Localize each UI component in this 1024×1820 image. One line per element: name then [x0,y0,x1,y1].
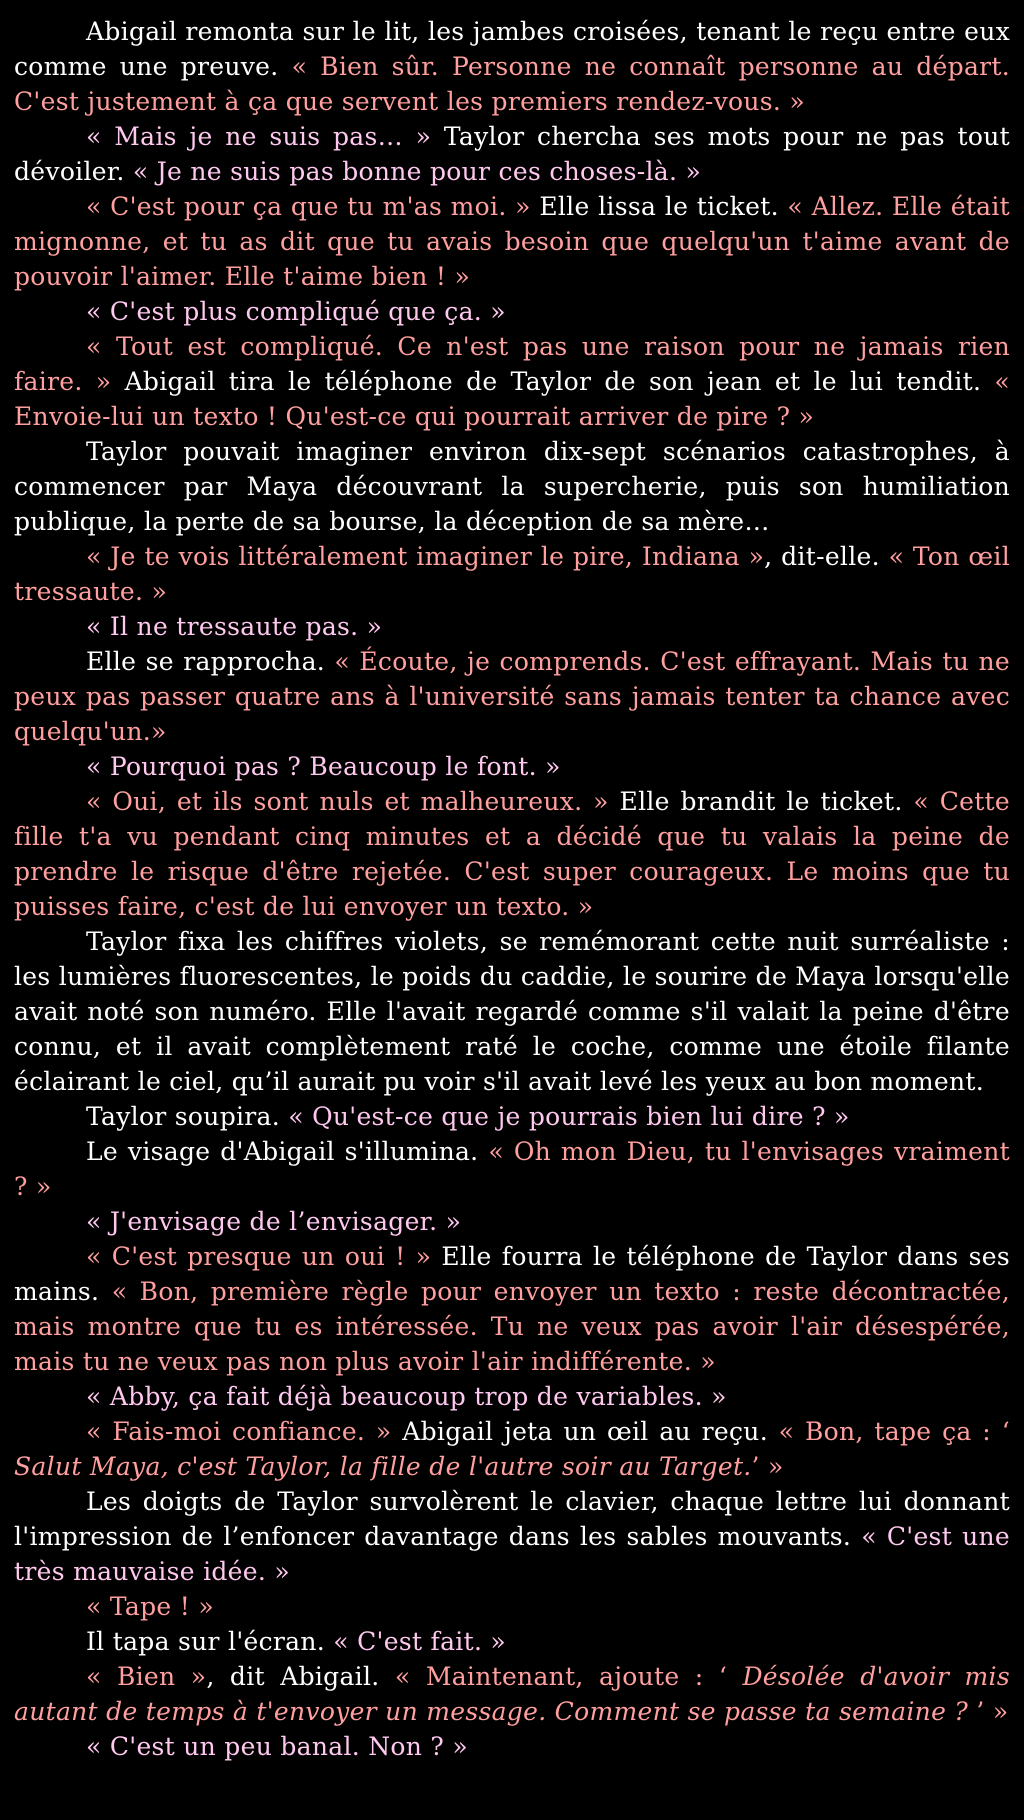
narration-text: Il tapa sur l'écran. [86,1627,334,1656]
dialogue-text: « Bon, tape ça : ‘ [778,1417,1010,1446]
narration-text: Taylor chercha ses mots pour ne pas tout dévoiler. [14,122,1010,186]
narration-text: Taylor soupira. [86,1102,289,1131]
dialogue-text: « Oui, et ils sont nuls et malheureux. » [86,787,609,816]
dialogue-text: « Fais-moi confiance. » [86,1417,392,1446]
dialogue-text: « C'est plus compliqué que ça. » [86,297,506,326]
dialogue-text: « Bien » [86,1662,207,1691]
narration-text: Elle lissa le ticket. [530,192,788,221]
paragraph [14,749,1010,784]
narration-text: Taylor pouvait imaginer environ dix-sept scénarios catastrophes, à commencer par Maya découvrant la supercherie, puis son humiliation publique, la perte de sa bourse, la déception de sa mère… [14,437,1010,536]
paragraph [14,1659,1010,1729]
narration-text: Elle se rapprocha. [86,647,335,676]
dialogue-text: « Maintenant, ajoute : ‘ [394,1662,743,1691]
dialogue-text: « Cette fille t'a vu pendant cinq minutes et a décidé que tu valais la peine de prendre le risque d'être rejetée. C'est super courageux. Le moins que tu puisses faire, c'est de lui envoyer un texto. » [14,787,1010,921]
paragraph [14,14,1010,119]
dialogue-text: « Je te vois littéralement imaginer le pire, Indiana » [86,542,765,571]
paragraph [14,644,1010,749]
paragraph [14,1414,1010,1484]
paragraph [14,1589,1010,1624]
dialogue-text: « Ton œil tressaute. » [14,542,1010,606]
paragraph [14,924,1010,1099]
dialogue-text: « C'est un peu banal. Non ? » [86,1732,468,1761]
dialogue-text: ’ » [968,1697,1009,1726]
narration-text: Abigail jeta un œil au reçu. [391,1417,779,1446]
narration-text: Elle brandit le ticket. [608,787,914,816]
paragraph [14,329,1010,434]
dialogue-text: « Mais je ne suis pas… » [86,122,432,151]
dialogue-text: « Il ne tressaute pas. » [86,612,383,641]
paragraph [14,609,1010,644]
dialogue-text: « Tape ! » [86,1592,214,1621]
dialogue-text: « Allez. Elle était mignonne, et tu as dit que tu avais besoin que quelqu'un t'aime avant de pouvoir l'aimer. Elle t'aime bien ! » [14,192,1011,291]
narration-text: , dit-elle. [764,542,889,571]
narration-text: Abigail remonta sur le lit, les jambes croisées, tenant le reçu entre eux comme une preuve. [14,17,1010,81]
dialogue-text: « Oh mon Dieu, tu l'envisages vraiment ? » [14,1137,1010,1201]
dialogue-text: « Tout est compliqué. Ce n'est pas une raison pour ne jamais rien faire. » [14,332,1010,396]
paragraph [14,784,1010,924]
dialogue-text: « Bien sûr. Personne ne connaît personne au départ. C'est justement à ça que servent les premiers rendez-vous. » [14,52,1011,116]
dialogue-text: ’ » [751,1452,784,1481]
narration-text: Elle fourra le téléphone de Taylor dans ses mains. [14,1242,1010,1306]
paragraph [14,1624,1010,1659]
dialogue-text: « C'est pour ça que tu m'as moi. » [86,192,531,221]
paragraph [14,1134,1010,1204]
dialogue-text: « C'est presque un oui ! » [86,1242,432,1271]
paragraph [14,1484,1010,1589]
dialogue-text: Désolée d'avoir mis autant de temps à t'envoyer un message. Comment se passe ta semaine ? [14,1662,1010,1726]
narration-text: , dit Abigail. [206,1662,395,1691]
paragraph [14,1379,1010,1414]
paragraph [14,294,1010,329]
paragraph [14,1729,1010,1764]
dialogue-text: « Bon, première règle pour envoyer un texto : reste décontractée, mais montre que tu es intéressée. Tu ne veux pas avoir l'air désespérée, mais tu ne veux pas non plus avoir l'air indifférente. » [14,1277,1010,1376]
paragraph [14,189,1010,294]
narration-text: Le visage d'Abigail s'illumina. [86,1137,489,1166]
paragraph [14,539,1010,609]
narration-text: Taylor fixa les chiffres violets, se remémorant cette nuit surréaliste : les lumières fluorescentes, le poids du caddie, le sourire de Maya lorsqu'elle avait noté son numéro. Elle l'avait regardé comme s'il valait la peine d'être connu, et il avait complètement raté le coche, comme une étoile filante éclairant le ciel, qu’il aurait pu voir s'il avait levé les yeux au bon moment. [14,927,1010,1096]
dialogue-text: « C'est une très mauvaise idée. » [14,1522,1010,1586]
dialogue-text: « Qu'est-ce que je pourrais bien lui dire ? » [288,1102,850,1131]
dialogue-text: « Abby, ça fait déjà beaucoup trop de variables. » [86,1382,727,1411]
paragraph [14,434,1010,539]
dialogue-text: « Envoie-lui un texto ! Qu'est-ce qui pourrait arriver de pire ? » [14,367,1010,431]
dialogue-text: « J'envisage de l’envisager. » [86,1207,462,1236]
dialogue-text: « Écoute, je comprends. C'est effrayant. Mais tu ne peux pas passer quatre ans à l'université sans jamais tenter ta chance avec quelqu'un.» [14,647,1010,746]
narration-text: Les doigts de Taylor survolèrent le clavier, chaque lettre lui donnant l'impression de l’enfoncer davantage dans les sables mouvants. [14,1487,1010,1551]
dialogue-text: « Pourquoi pas ? Beaucoup le font. » [86,752,561,781]
dialogue-text: « C'est fait. » [333,1627,507,1656]
dialogue-text: Salut Maya, c'est Taylor, la fille de l'autre soir au Target. [14,1452,752,1481]
paragraph [14,1239,1010,1379]
dialogue-text: « Je ne suis pas bonne pour ces choses-là. » [132,157,702,186]
paragraph [14,119,1010,189]
paragraph [14,1099,1010,1134]
paragraph [14,1204,1010,1239]
narration-text: Abigail tira le téléphone de Taylor de son jean et le lui tendit. [111,367,995,396]
